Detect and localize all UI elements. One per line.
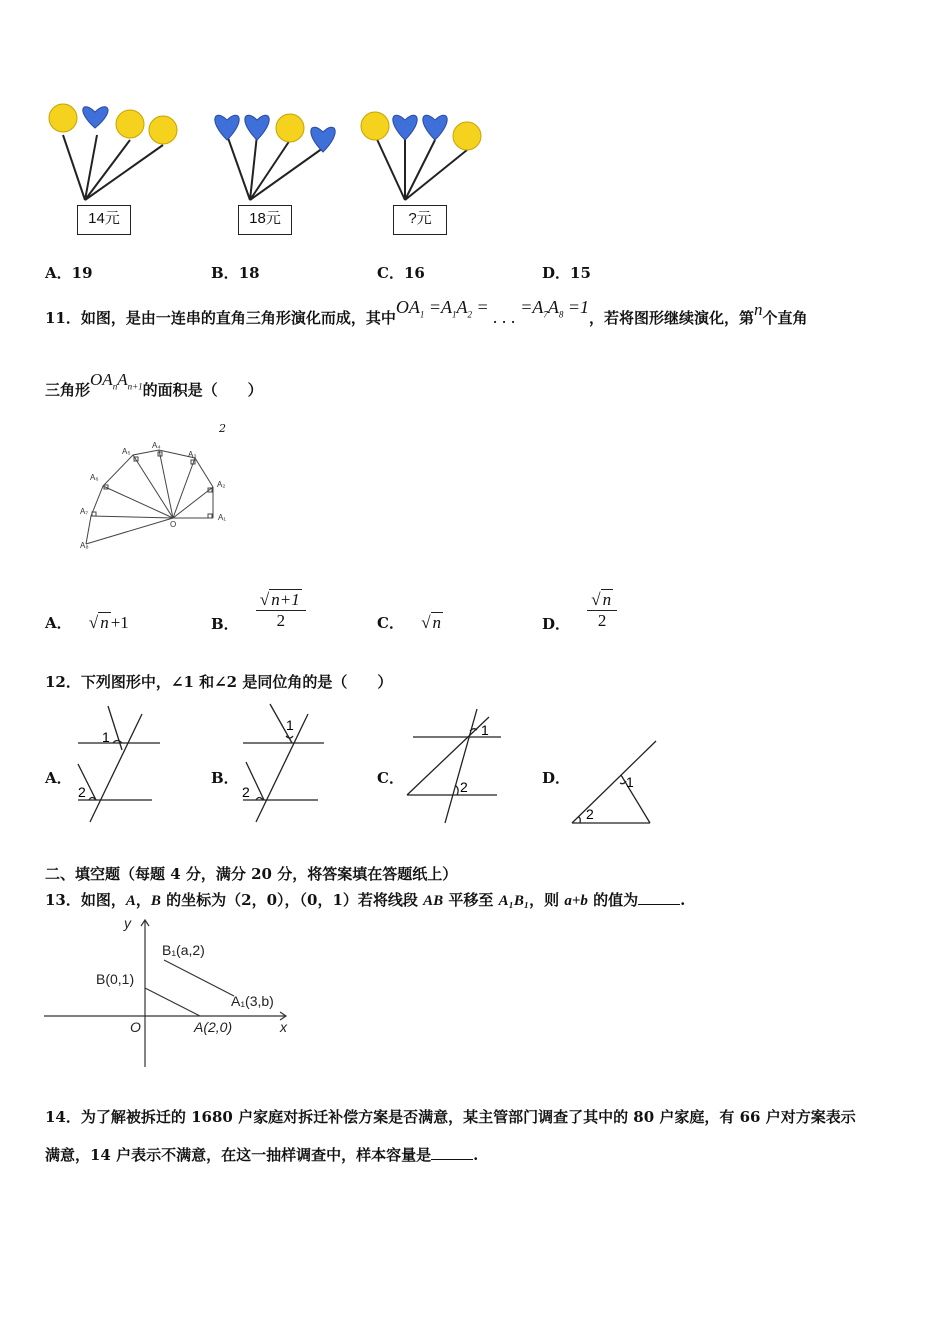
svg-text:1: 1 [626, 774, 634, 790]
svg-text:2: 2 [78, 784, 86, 800]
svg-text:1: 1 [102, 729, 110, 745]
svg-text:B(0,1): B(0,1) [96, 971, 135, 987]
q11-option-d: D． $\frac{√ n}{2}$ [542, 590, 617, 631]
svg-text:y: y [124, 915, 131, 931]
label-a2: A₂ [217, 480, 226, 489]
q11-option-b: B． $\frac{√ n+1}{2}$ [211, 590, 306, 631]
q12-option-b-label: B． [211, 769, 239, 787]
q13-stem: 13．如图，A，B 的坐标为（2，0），（0，1）若将线段 AB 平移至 A₁B₁，则 a+b 的值为 . [45, 891, 686, 909]
label-o: O [170, 520, 177, 529]
label-a5: A₅ [122, 447, 131, 456]
label-a7: A₇ [80, 507, 89, 516]
q12-figure-d [566, 735, 666, 830]
svg-text:1: 1 [481, 722, 489, 738]
q12-figure-a [70, 700, 170, 825]
label-a4: A₄ [152, 441, 161, 450]
svg-text:O: O [130, 1019, 141, 1035]
q14-line-2: 满意，14 户表示不满意，在这一抽样调查中，样本容量是 . [45, 1146, 479, 1164]
label-a6: A₆ [90, 473, 99, 482]
q11-line-1: 11．如图，是由一连串的直角三角形演化而成，其中$OA_1 =A_1A_2$ = . . . $=A_7A_8 =1$，若将图形继续演化，第n个直角 [45, 297, 808, 327]
q12-figure-b [238, 700, 338, 825]
spiral-triangle-diagram [70, 430, 250, 560]
q10-option-a: A．19 [45, 264, 93, 282]
q12-option-a-label: A． [45, 769, 72, 787]
q10-option-c: C．16 [377, 264, 425, 282]
svg-text:1: 1 [286, 717, 294, 733]
price-box-2: 18元 [238, 205, 292, 235]
q11-option-c: C． √ n [377, 613, 442, 632]
svg-text:B₁(a,2): B₁(a,2) [162, 942, 205, 958]
answer-blank-13[interactable] [638, 904, 680, 905]
svg-text:2: 2 [242, 784, 250, 800]
answer-blank-14[interactable] [431, 1159, 473, 1160]
svg-text:2: 2 [460, 779, 468, 795]
section-2-heading: 二、填空题（每题 4 分，满分 20 分，将答案填在答题纸上） [45, 865, 458, 883]
q12-stem: 12．下列图形中，∠1 和∠2 是同位角的是（ ） [45, 673, 393, 691]
q10-option-d: D．15 [542, 264, 591, 282]
q11-line-2: 三角形$OA_nA_{n+1}$的面积是（ ） [45, 370, 263, 399]
q12-option-d-label: D． [542, 769, 571, 787]
svg-text:A₁(3,b): A₁(3,b) [231, 993, 274, 1009]
svg-text:2: 2 [586, 806, 594, 822]
q12-figure-c [403, 705, 513, 830]
svg-text:x: x [280, 1019, 287, 1035]
price-box-1: 14元 [77, 205, 131, 235]
price-box-3: ?元 [393, 205, 447, 235]
q11-option-a: A． √ n +1 [45, 613, 129, 632]
label-a3: A₃ [188, 450, 197, 459]
q10-option-b: B．18 [211, 264, 260, 282]
label-a1: A₁ [218, 513, 227, 522]
q13-coordinate-graph [44, 912, 294, 1072]
q12-option-c-label: C． [377, 769, 404, 787]
stray-mark: 2 [219, 422, 226, 435]
svg-text:A(2,0): A(2,0) [194, 1019, 233, 1035]
q14-line-1: 14．为了解被拆迁的 1680 户家庭对拆迁补偿方案是否满意，某主管部门调查了其中的 80 户家庭，有 66 户对方案表示 [45, 1108, 856, 1126]
label-a8: A₈ [80, 541, 89, 550]
